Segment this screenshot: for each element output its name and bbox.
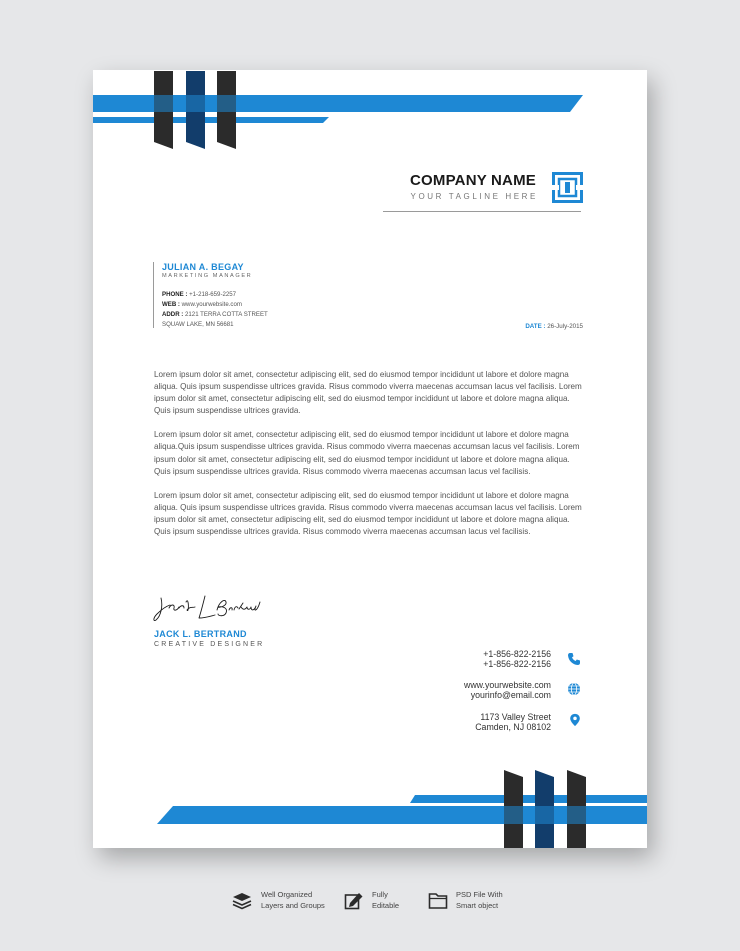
sender-title: MARKETING MANAGER	[162, 273, 253, 279]
addr-label: ADDR :	[162, 311, 184, 318]
body-paragraph-2: Lorem ipsum dolor sit amet, consectetur adipiscing elit, sed do eiusmod tempor incididunt ut labore et dolore magna aliqua.Quis ipsum suspendisse ultrices gravida. Risus commodo viverra maecenas accumsan lacus vel facilisis. Lorem ipsum dolor sit amet, consectetur adipiscing elit, sed do eiusmod tempor incididunt ut labore et dolore magna aliqua. Quis ipsum suspendisse ultrices gravida. Risus commodo viverra maecenas accumsan lacus vel facilisis.	[154, 430, 580, 476]
feature-layers	[261, 890, 325, 911]
sender-web-line	[162, 301, 268, 308]
letterhead-page	[93, 70, 647, 848]
feature-layers-line2: Layers and Groups	[261, 900, 325, 910]
edit-icon	[344, 892, 364, 910]
company-logo-icon	[552, 172, 583, 203]
letter-body	[154, 369, 588, 550]
sender-addr-line	[162, 311, 268, 318]
date-label: DATE :	[525, 323, 546, 330]
layers-icon	[232, 892, 252, 910]
sender-addr-2: SQUAW LAKE, MN 56681	[162, 321, 234, 328]
globe-icon	[567, 682, 581, 696]
contact-address	[475, 712, 551, 732]
sender-phone: +1-218-659-2257	[189, 291, 237, 298]
signatory-title: CREATIVE DESIGNER	[154, 641, 265, 648]
header-decoration	[93, 70, 647, 230]
header-divider	[383, 211, 581, 212]
signature-image	[153, 590, 263, 626]
contact-address-1: 1173 Valley Street	[480, 712, 551, 722]
letter-date	[525, 323, 583, 330]
date-value: 26-July-2015	[547, 323, 583, 330]
feature-psd-line1: PSD File With	[456, 890, 503, 899]
sender-web: www.yourwebsite.com	[181, 301, 242, 308]
feature-editable-line1: Fully	[372, 890, 388, 899]
sender-name: JULIAN A. BEGAY	[162, 262, 244, 272]
file-icon	[428, 892, 448, 910]
body-paragraph-3: Lorem ipsum dolor sit amet, consectetur adipiscing elit, sed do eiusmod tempor incididunt ut labore et dolore magna aliqua. Quis ipsum suspendisse ultrices gravida. Risus commodo viverra maecenas accumsan lacus vel facilisis. Lorem ipsum dolor sit amet, consectetur adipiscing elit, sed do eiusmod tempor incididunt ut labore et dolore magna aliqua. Quis ipsum suspendisse ultrices gravida. Risus commodo viverra maecenas accumsan lacus vel facilisis.	[154, 490, 582, 537]
feature-layers-line1: Well Organized	[261, 890, 313, 899]
sender-phone-line	[162, 291, 268, 298]
contact-phone-2: +1-856-822-2156	[483, 659, 551, 669]
contact-address-2: Camden, NJ 08102	[475, 722, 551, 732]
contact-phones	[483, 649, 551, 669]
body-paragraph-1: Lorem ipsum dolor sit amet, consectetur adipiscing elit, sed do eiusmod tempor incididunt ut labore et dolore magna aliqua. Quis ipsum suspendisse ultrices gravida. Risus commodo viverra maecenas accumsan lacus vel facilisis. Lorem ipsum dolor sit amet, consectetur adipiscing elit, sed do eiusmod tempor incididunt ut labore et dolore magna aliqua. Quis ipsum suspendisse ultrices gravida.	[154, 370, 582, 416]
feature-editable	[372, 890, 399, 911]
phone-label: PHONE :	[162, 291, 188, 298]
contact-email: yourinfo@email.com	[470, 690, 551, 700]
contact-website: www.yourwebsite.com	[463, 680, 551, 690]
contact-phone-1: +1-856-822-2156	[483, 649, 551, 659]
sender-addr-1: 2121 TERRA COTTA STREET	[185, 311, 268, 318]
web-label: WEB :	[162, 301, 180, 308]
footer-blue-thin-bar	[410, 795, 647, 803]
feature-psd	[456, 890, 503, 911]
header-blue-thin-bar	[93, 117, 329, 123]
footer-decoration	[93, 760, 647, 848]
company-tagline: YOUR TAGLINE HERE	[410, 192, 538, 201]
location-pin-icon	[568, 713, 582, 727]
signatory-name: JACK L. BERTRAND	[154, 629, 247, 639]
phone-icon	[567, 652, 581, 666]
feature-editable-line2: Editable	[372, 900, 400, 910]
company-name: COMPANY NAME	[409, 172, 536, 189]
feature-psd-line2: Smart object	[456, 900, 499, 910]
contact-web	[464, 680, 551, 700]
sender-block	[153, 262, 268, 328]
